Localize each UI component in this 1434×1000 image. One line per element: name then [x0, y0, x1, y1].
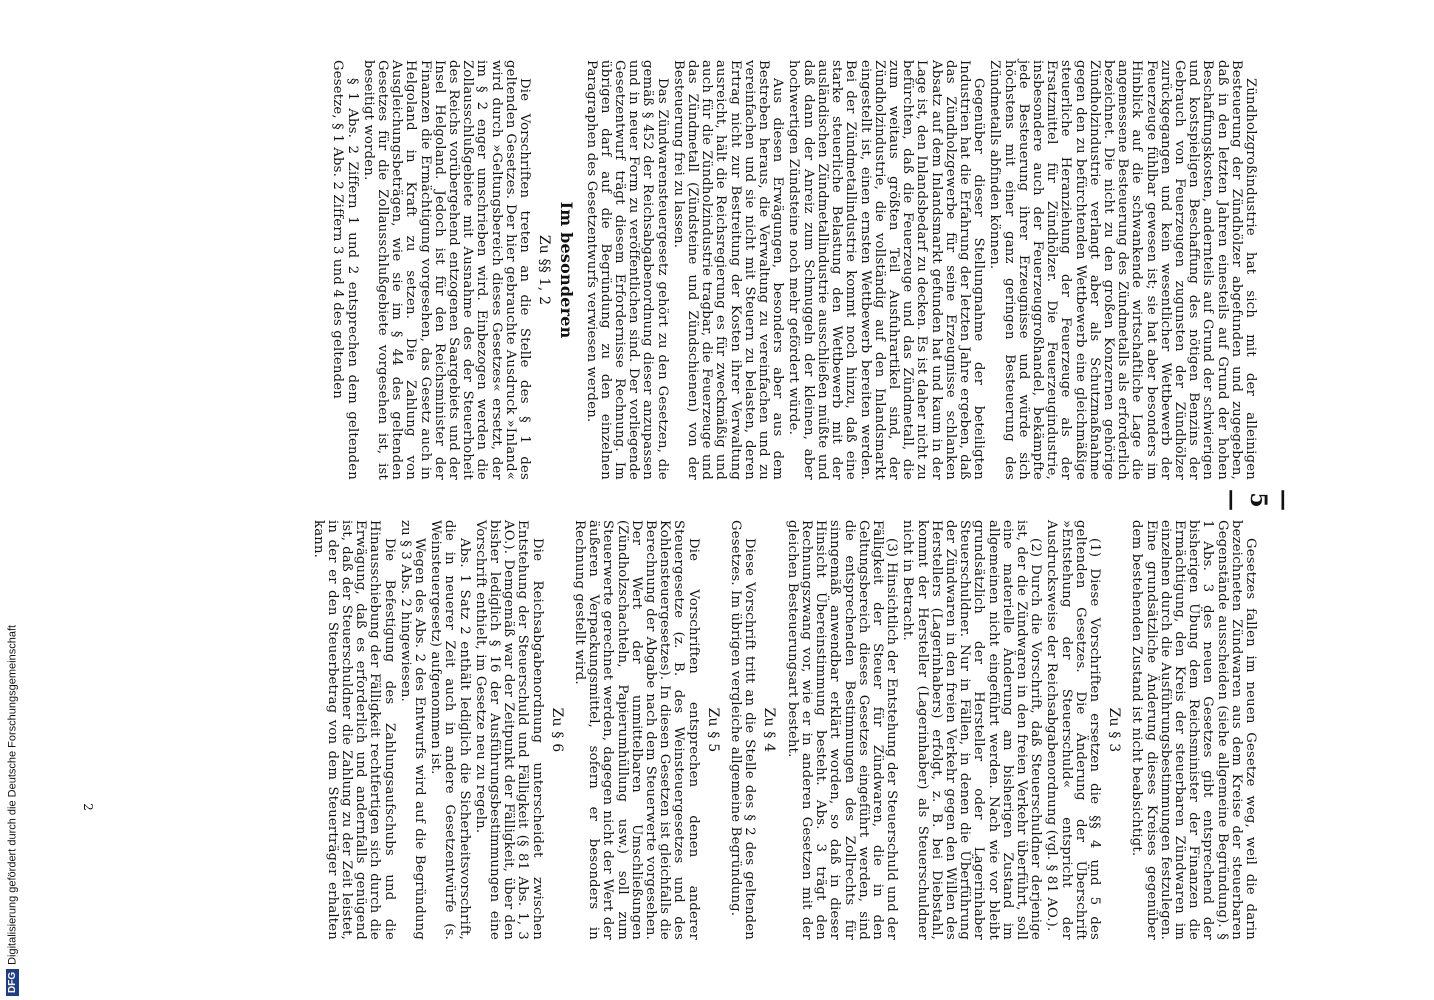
left-text-column [328, 60, 1257, 480]
paragraph-reference-heading: Zu § 3 [1106, 707, 1123, 753]
paragraph-reference-heading: Zu §§ 1, 2 [536, 234, 553, 306]
body-paragraph: Wegen des Abs. 2 des Entwurfs wird auf die Begründung zu § 3 Abs. 2 hingewiesen. [397, 520, 428, 940]
body-paragraph: Die Befestigung des Zahlungsaufschubs und die Hinausschiebung der Fälligkeit rechtfertigen sich durch die Erwägung, daß es erforderlich und andernfalls genügend ist, daß der Steuerschuldner die Zahlung zu der Zeit leistet, in der er den Steuerbetrag von dem Steuerträger erhalten kann. [310, 520, 397, 940]
paragraph-reference-heading: Zu § 5 [704, 707, 721, 753]
body-paragraph: Diese Vorschrift tritt an die Stelle des § 2 des geltenden Gesetzes. Im übrigen vergleiche allgemeine Begründung. [728, 520, 758, 940]
body-paragraph: Abs. 1 Satz 2 enthält lediglich die Sicherheitsvorschrift, die in neuerer Zeit auch in andere Gesetzentwürfe (s. Weinsteuergesetz) aufgenommen ist. [428, 520, 472, 940]
body-paragraph: § 1 Abs. 2 Ziffern 1 und 2 entsprechen dem geltenden Gesetze, § 1 Abs. 2 Ziffern 3 und 4 des geltenden [330, 60, 360, 480]
body-paragraph: Die Reichsabgabenordnung unterscheidet zwischen Entstehung der Steuerschuld und Fälligkeit (§ 81 Abs. 1, 3 AO.). Demgemäß war der Zeitpunkt der Fälligkeit, über den bisher lediglich § 16 der Ausführungsbestimmungen eine Vorschrift enthielt, im Gesetze neu zu regeln. [472, 520, 545, 940]
body-paragraph: (2) Durch die Vorschrift, daß Steuerschuldner derjenige ist, der die Zündwaren in den freien Verkehr überführt, soll eine materielle Änderung am bisherigen Zustand im allgemeinen nicht eingeführt werden. Nach wie vor bleibt grundsätzlich der Hersteller oder Lagerinhaber Steuerschuldner. Nur in Fällen, in denen die Überführung der Zündwaren in den freien Verkehr gegen den Willen des Herstellers (Lagerinhabers) erfolgt, z. B. bei Diebstahl, kommt der Hersteller (Lagerinhaber) als Steuerschuldner nicht in Betracht. [900, 520, 1044, 940]
digitization-credit [6, 625, 19, 996]
sheet-number: 2 [80, 803, 95, 811]
section-heading: Im besonderen [557, 201, 577, 339]
body-paragraph: Gesetzes fallen im neuen Gesetze weg, weil die darin bezeichneten Zündwaren aus dem Kreise der steuerbaren Gegenstände ausscheiden (siehe allgemeine Begründung). § 1 Abs. 3 des neuen Gesetzes gibt entsprechend der bisherigen Übung dem Reichsminister der Finanzen die Ermächtigung, den Kreis der steuerbaren Zündwaren im einzelnen durch die Ausführungsbestimmungen festzulegen. Eine grundsätzliche Änderung dieses Kreises gegenüber dem bestehenden Zustand ist nicht beabsichtigt. [1129, 520, 1258, 940]
body-paragraph: Die Vorschriften treten an die Stelle des § 1 des geltenden Gesetzes. Der hier gebrauchte Ausdruck »Inland« wird durch »Geltungsbereich dieses Gesetzes« ersetzt, der im § 2 enger umschrieben wird. Einbezogen werden die Zollausschlußgebiete mit Ausnahme des der Steuerhoheit des Reichs vorübergehend entzogenen Saargebiets und der Insel Helgoland. Jedoch ist für den Reichsminister der Finanzen die Ermächtigung vorgesehen, das Gesetz auch in Helgoland in Kraft zu setzen. Die Zahlung von Ausgleichungsbeträgen, wie sie im § 44 des geltenden Gesetzes für die Zollausschlußgebiete vorgesehen ist, ist beseitigt worden. [360, 60, 533, 480]
body-paragraph: (1) Diese Vorschriften ersetzen die §§ 4 und 5 des geltenden Gesetzes. Die Änderung der Überschrift »Entstehung der Steuerschuld« entspricht der Ausdrucksweise der Reichsabgabenordnung (vgl. § 81 AO.). [1044, 520, 1102, 940]
body-paragraph: Gegenüber dieser Stellungnahme der beteiligten Industrien hat die Erfahrung der letzten Jahre ergeben, daß das Zündholzgewerbe für seine Erzeugnisse schlanken Absatz auf dem Inlandsmarkt gefunden hat und kaum in der Lage ist, den Inlandsbedarf zu decken. Es ist daher nicht zu befürchten, daß die Feuerzeuge und das Zündmetall, die zum weitaus größten Teil Ausfuhrartikel sind, der Zündholzindustrie, die vollständig auf den Inlandsmarkt eingestellt ist, einen ernsten Wettbewerb bereiten werden. Bei der Zündmetallindustrie kommt noch hinzu, daß eine starke steuerliche Belastung den Wettbewerb mit der ausländischen Zündmetallindustrie ausschließen müßte und daß dann der Anreiz zum Schmuggeln der kleinen, aber hochwertigen Zündsteine noch mehr gefördert würde. [786, 60, 987, 480]
rotated-document-page [177, 60, 1297, 940]
paragraph-reference-heading: Zu § 4 [761, 707, 778, 753]
body-paragraph: (3) Hinsichtlich der Entstehung der Steuerschuld und der Fälligkeit der Steuer für Zündwaren, die in den Geltungsbereich dieses Gesetzes eingeführt werden, sind die entsprechenden Bestimmungen des Zollrechts für sinngemäß anwendbar erklärt worden, so daß in dieser Hinsicht Übereinstimmung besteht. Abs. 3 trägt den Rechnungszwang vor, wie er in anderen Gesetzen mit der gleichen Besteuerungsart besteht. [784, 520, 900, 940]
credit-text: Digitalisierung gefördert durch die Deutsche Forschungsgemeinschaft [6, 624, 19, 965]
page-number: — 5 — [1219, 489, 1297, 511]
body-paragraph: Die Vorschriften entsprechen denen anderer Steuergesetze (z. B. des Weinsteuergesetzes und des Kohlensteuergesetzes). In diesen Gesetzen ist gleichfalls die Berechnung der Abgabe nach dem Steuerwerte vorgesehen. Der Wert der unmittelbaren Umschließungen (Zündholzschachteln, Papierumhüllung usw.) soll zum Steuerwerte gerechnet werden, dagegen nicht der Wert der äußeren Verpackungsmittel, sofern er besonders in Rechnung gestellt wird. [572, 520, 701, 940]
body-paragraph: Das Zündwarensteuergesetz gehört zu den Gesetzen, die gemäß § 452 der Reichsabgabenordnung dieser anzupassen und in neuer Form zu veröffentlichen sind. Der vorliegende Gesetzentwurf trägt diesem Erfordernisse Rechnung. Im übrigen darf auf die Begründung zu den einzelnen Paragraphen des Gesetzentwurfs verwiesen werden. [583, 60, 670, 480]
paragraph-reference-heading: Zu § 6 [548, 707, 565, 753]
body-paragraph: Aus diesen Erwägungen, besonders aber aus dem Bestreben heraus, die Verwaltung zu vereinfachen und zu vereinfachen und sie nicht mit Steuern zu belasten, deren Ertrag nicht zur Bestreitung der Kosten ihrer Verwaltung ausreicht, hält die Reichsregierung es für zweckmäßig und auch für die Zündholzindustrie tragbar, die Feuerzeuge und das Zündmetall (Zündsteine und Zündschienen) von der Besteuerung frei zu lassen. [670, 60, 786, 480]
dfg-logo: DFG [6, 969, 19, 996]
right-text-column [308, 520, 1257, 940]
body-paragraph: Zündholzgroßindustrie hat sich mit der alleinigen Besteuerung der Zündhölzer abgefunden und zugegeben, daß in den letzten Jahren einesteils auf Grund der hohen Beschaffungskosten, andernteils auf Grund der schwierigen und kostspieligen Beschaffung des nötigen Benzins der Gebrauch von Feuerzeugen zugunsten der Zündhölzer zurückgegangen und kein wesentlicher Wettbewerb der Feuerzeuge fühlbar gewesen ist; sie hat aber besonders im Hinblick auf die schwankende wirtschaftliche Lage die angemessene Besteuerung des Zündmetalls als erforderlich bezeichnet. Die nicht zu den großen Konzernen gehörige Zündholzindustrie verlangt aber als Schutzmaßnahme gegen den zu befürchtenden Wettbewerb eine gleichmäßige steuerliche Heranziehung der Feuerzeuge als der Ersatzmittel für Zündhölzer. Die Feuerzeugindustrie, insbesondere auch der Feuerzeuggroßhandel, bekämpfte jede Besteuerung ihrer Erzeugnisse und würde sich höchstens mit einer ganz geringen Besteuerung des Zündmetalls abfinden können. [987, 60, 1258, 480]
